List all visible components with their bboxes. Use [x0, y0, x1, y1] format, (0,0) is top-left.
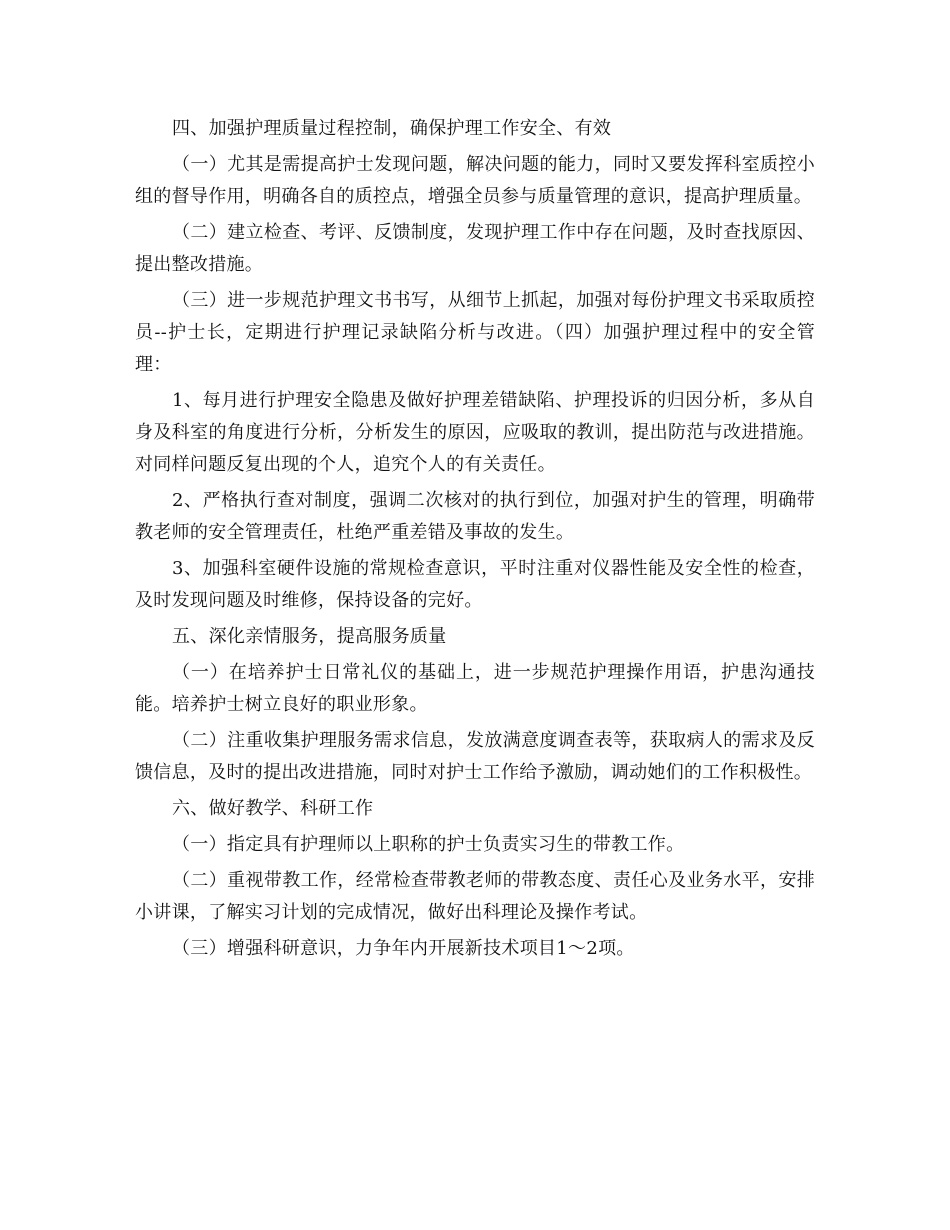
heading-section-6: 六、做好教学、科研工作: [172, 798, 374, 819]
paragraph: （一）尤其是需提高护士发现问题，解决问题的能力，同时又要发挥科室质控小组的督导作用，明确各自的质控点，增强全员参与质量管理的意识，提高护理质量。: [135, 154, 815, 207]
paragraph: 3、加强科室硬件设施的常规检查意识，平时注重对仪器性能及安全性的检查，及时发现问题及时维修，保持设备的完好。: [135, 558, 815, 611]
paragraph: （一）在培养护士日常礼仪的基础上，进一步规范护理操作用语，护患沟通技能。培养护士树立良好的职业形象。: [135, 662, 815, 715]
document-body: [135, 113, 815, 969]
paragraph: （二）建立检查、考评、反馈制度，发现护理工作中存在问题，及时查找原因、提出整改措施。: [135, 222, 815, 275]
heading-section-5: 五、深化亲情服务，提高服务质量: [172, 626, 447, 647]
paragraph: （三）进一步规范护理文书书写，从细节上抓起，加强对每份护理文书采取质控员--护士长，定期进行护理记录缺陷分析与改进。（四）加强护理过程中的安全管理：: [135, 290, 815, 375]
paragraph: （三）增强科研意识，力争年内开展新技术项目1～2项。: [172, 938, 635, 959]
paragraph: （二）重视带教工作，经常检查带教老师的带教态度、责任心及业务水平，安排小讲课，了解实习计划的完成情况，做好出科理论及操作考试。: [135, 870, 815, 923]
heading-section-4: 四、加强护理质量过程控制，确保护理工作安全、有效: [172, 118, 612, 139]
paragraph: 2、严格执行查对制度，强调二次核对的执行到位，加强对护生的管理，明确带教老师的安全管理责任，杜绝严重差错及事故的发生。: [135, 490, 815, 543]
paragraph: （一）指定具有护理师以上职称的护士负责实习生的带教工作。: [172, 834, 685, 855]
paragraph: （二）注重收集护理服务需求信息，发放满意度调查表等，获取病人的需求及反馈信息，及时的提出改进措施，同时对护士工作给予激励，调动她们的工作积极性。: [135, 730, 815, 783]
paragraph: 1、每月进行护理安全隐患及做好护理差错缺陷、护理投诉的归因分析，多从自身及科室的角度进行分析，分析发生的原因，应吸取的教训，提出防范与改进措施。对同样问题反复出现的个人，追究个人的有关责任。: [135, 390, 815, 475]
